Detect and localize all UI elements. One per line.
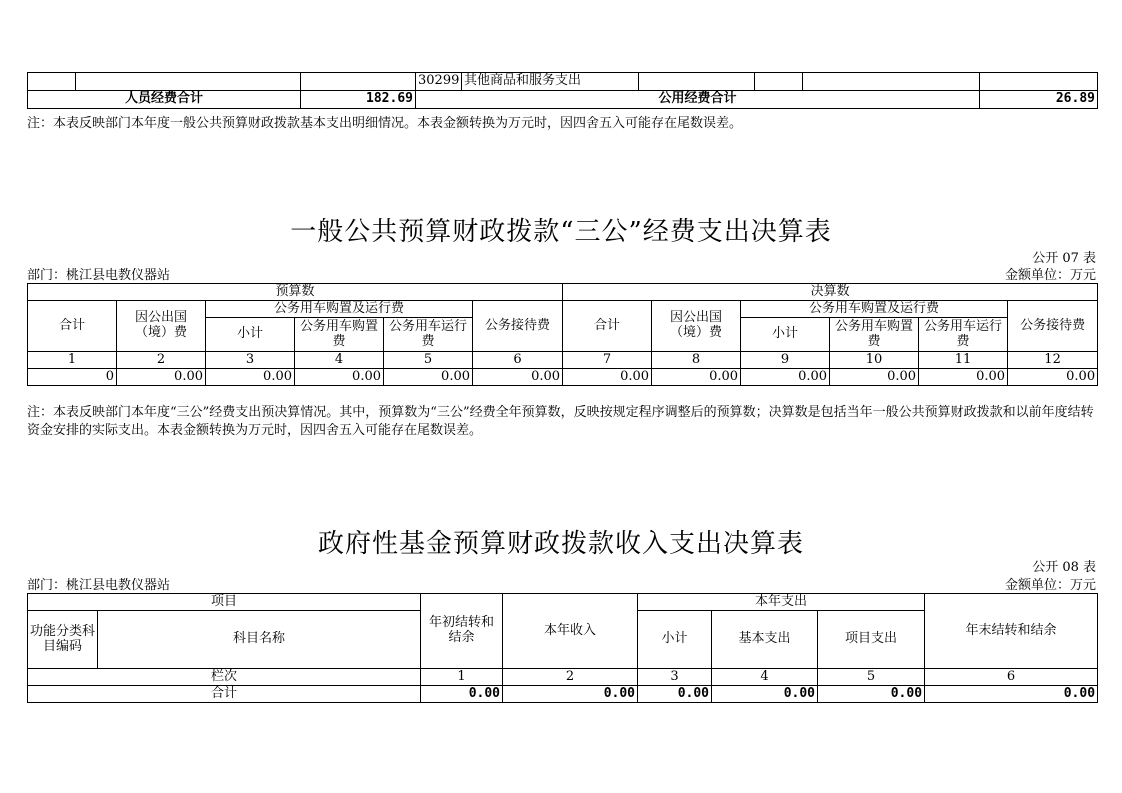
page-title: 政府性基金预算财政拨款收入支出决算表 [317, 529, 804, 559]
table-note: 注：本表反映部门本年度“三公”经费支出预决算情况。其中，预算数为“三公”经费全年预算数，反映按规定程序调整后的预算数；决算数是包括当年一般公共预算财政拨款和以前年度结转资金安排的实际支出。本表金额转换为万元时，因四舍五入可能存在尾数误差。 [27, 405, 1094, 438]
column-number: 9 [741, 352, 830, 369]
item-header: 项目 [28, 594, 421, 611]
column-number: 2 [503, 669, 638, 686]
column-number: 4 [712, 669, 818, 686]
value-cell: 0 [28, 369, 117, 386]
begin-balance-header: 年初结转和结余 [421, 594, 503, 669]
column-number: 1 [421, 669, 503, 686]
column-number: 5 [384, 352, 473, 369]
column-number: 2 [117, 352, 206, 369]
value-cell: 0.00 [741, 369, 830, 386]
public-total-label: 公用经费合计 [416, 91, 980, 109]
value-cell: 0.00 [421, 686, 503, 703]
form-number: 公开 08 表 [1032, 560, 1096, 575]
row-label: 栏次 [28, 669, 421, 686]
func-code-header: 功能分类科目编码 [28, 611, 98, 669]
value-cell: 0.00 [925, 686, 1098, 703]
column-number: 11 [919, 352, 1008, 369]
car-header: 公务用车购置及运行费 [741, 301, 1008, 318]
value-cell: 0.00 [206, 369, 295, 386]
public-total-value: 26.89 [980, 91, 1098, 109]
page-title: 一般公共预算财政拨款“三公”经费支出决算表 [290, 217, 832, 247]
column-number-row [28, 352, 1098, 369]
value-cell: 0.00 [473, 369, 563, 386]
income-header: 本年收入 [503, 594, 638, 669]
value-cell: 0.00 [830, 369, 919, 386]
total-header: 合计 [563, 301, 652, 352]
column-number: 1 [28, 352, 117, 369]
value-cell: 0.00 [1008, 369, 1098, 386]
column-number: 6 [473, 352, 563, 369]
value-cell: 0.00 [638, 686, 712, 703]
column-number: 3 [638, 669, 712, 686]
value-cell: 0.00 [818, 686, 925, 703]
column-number: 6 [925, 669, 1098, 686]
item-name: 其他商品和服务支出 [462, 73, 639, 91]
item-code: 30299 [416, 73, 462, 91]
value-cell: 0.00 [503, 686, 638, 703]
value-cell: 0.00 [652, 369, 741, 386]
column-number: 5 [818, 669, 925, 686]
value-cell: 0.00 [563, 369, 652, 386]
department-label: 部门：桃江县电教仪器站 [27, 578, 171, 593]
car-header: 公务用车购置及运行费 [206, 301, 473, 318]
total-row [28, 91, 1098, 109]
final-header: 决算数 [563, 284, 1098, 301]
expense-header: 本年支出 [638, 594, 925, 611]
subtotal-header: 小计 [741, 318, 830, 352]
unit-label: 金额单位：万元 [1004, 578, 1096, 593]
value-cell: 0.00 [117, 369, 206, 386]
value-cell: 0.00 [919, 369, 1008, 386]
budget-header: 预算数 [28, 284, 563, 301]
form-number: 公开 07 表 [1032, 251, 1096, 266]
header-row [28, 284, 1098, 301]
project-expense-header: 项目支出 [818, 611, 925, 669]
column-number: 7 [563, 352, 652, 369]
end-balance-header: 年末结转和结余 [925, 594, 1098, 669]
personnel-total-value: 182.69 [301, 91, 416, 109]
car-purchase-header: 公务用车购置费 [295, 318, 384, 352]
column-number: 12 [1008, 352, 1098, 369]
value-cell: 0.00 [384, 369, 473, 386]
subtotal-header: 小计 [638, 611, 712, 669]
total-label: 合计 [28, 686, 421, 703]
basic-expense-header: 基本支出 [712, 611, 818, 669]
table-note: 注：本表反映部门本年度一般公共预算财政拨款基本支出明细情况。本表金额转换为万元时，因四舍五入可能存在尾数误差。 [27, 116, 743, 131]
subject-name-header: 科目名称 [98, 611, 421, 669]
department-label: 部门：桃江县电教仪器站 [27, 268, 171, 283]
value-row [28, 369, 1098, 386]
personnel-total-label: 人员经费合计 [28, 91, 301, 109]
column-number: 10 [830, 352, 919, 369]
car-run-header: 公务用车运行费 [919, 318, 1008, 352]
column-number-row [28, 669, 1098, 686]
total-header: 合计 [28, 301, 117, 352]
three-public-expense-table [27, 283, 1098, 386]
column-number: 4 [295, 352, 384, 369]
government-fund-table [27, 593, 1098, 703]
abroad-header: 因公出国（境）费 [652, 301, 741, 352]
column-number: 8 [652, 352, 741, 369]
value-cell: 0.00 [712, 686, 818, 703]
header-row [28, 594, 1098, 611]
reception-header: 公务接待费 [1008, 301, 1098, 352]
column-number: 3 [206, 352, 295, 369]
unit-label: 金额单位：万元 [1004, 268, 1096, 283]
car-run-header: 公务用车运行费 [384, 318, 473, 352]
total-row [28, 686, 1098, 703]
value-cell: 0.00 [295, 369, 384, 386]
abroad-header: 因公出国（境）费 [117, 301, 206, 352]
table-row [28, 73, 1098, 91]
header-row [28, 301, 1098, 318]
subtotal-header: 小计 [206, 318, 295, 352]
basic-expense-detail-table [27, 72, 1098, 109]
car-purchase-header: 公务用车购置费 [830, 318, 919, 352]
reception-header: 公务接待费 [473, 301, 563, 352]
